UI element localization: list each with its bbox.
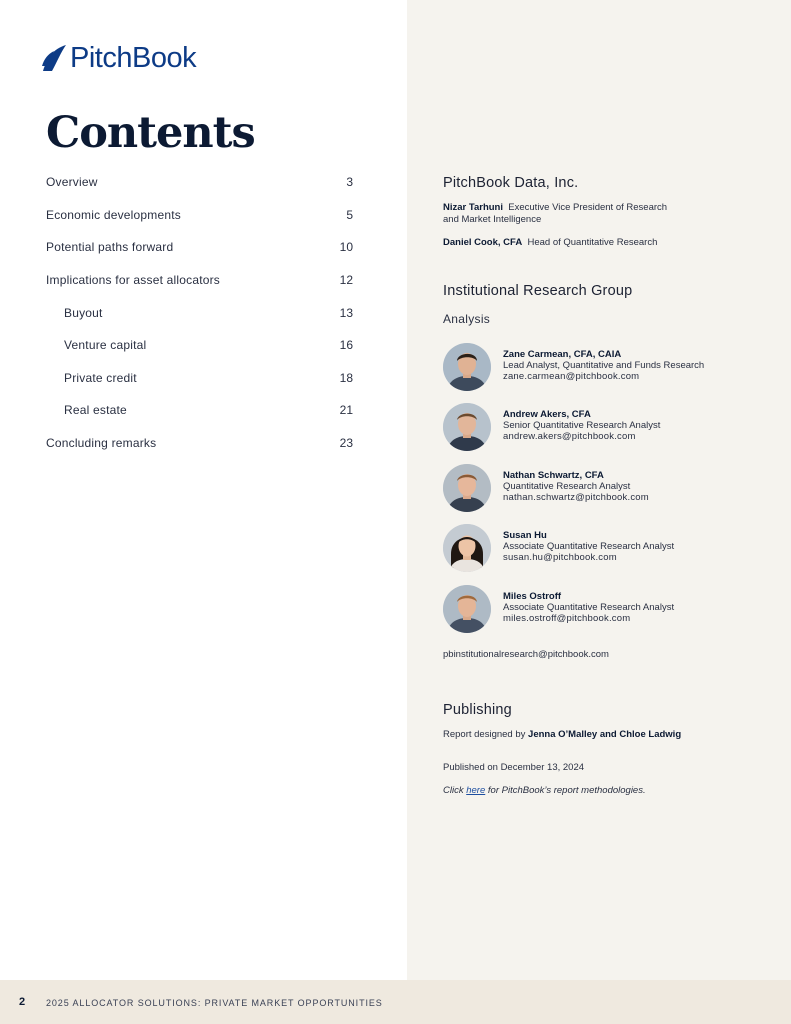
avatar	[443, 585, 491, 633]
toc-label: Concluding remarks	[46, 436, 157, 450]
analyst-email[interactable]: zane.carmean@pitchbook.com	[503, 371, 640, 382]
toc-label: Overview	[46, 175, 98, 189]
toc-label: Real estate	[64, 403, 127, 417]
avatar	[443, 343, 491, 391]
analyst-email[interactable]: miles.ostroff@pitchbook.com	[503, 613, 631, 624]
research-group-heading: Institutional Research Group	[443, 283, 633, 299]
analyst-card	[443, 524, 763, 574]
analyst-email[interactable]: nathan.schwartz@pitchbook.com	[503, 492, 649, 503]
avatar	[443, 403, 491, 451]
person-nizar	[443, 202, 693, 226]
toc-label: Private credit	[64, 371, 137, 385]
toc-page: 3	[346, 175, 353, 189]
analyst-email[interactable]: susan.hu@pitchbook.com	[503, 552, 617, 563]
toc-label: Implications for asset allocators	[46, 273, 221, 287]
designed-by-prefix: Report designed by	[443, 729, 526, 740]
pitchbook-logo[interactable]	[41, 42, 196, 74]
toc-label: Venture capital	[64, 338, 147, 352]
toc-page: 16	[339, 338, 353, 352]
toc-item-concluding-remarks[interactable]	[46, 436, 358, 452]
toc-page: 18	[339, 371, 353, 385]
person-name: Nizar Tarhuni	[443, 202, 503, 213]
analyst-name: Zane Carmean, CFA, CAIA	[503, 349, 622, 360]
analyst-email[interactable]: andrew.akers@pitchbook.com	[503, 431, 636, 442]
analyst-role: Lead Analyst, Quantitative and Funds Research	[503, 360, 705, 371]
pitchbook-leaf-icon	[41, 44, 67, 72]
click-suffix: for PitchBook’s report methodologies.	[487, 785, 646, 796]
analyst-role: Senior Quantitative Research Analyst	[503, 420, 661, 431]
toc-page: 13	[339, 306, 353, 320]
publishing-heading: Publishing	[443, 702, 512, 718]
person-name: Daniel Cook, CFA	[443, 237, 523, 248]
analysis-subheading: Analysis	[443, 312, 491, 326]
logo-wordmark: PitchBook	[70, 42, 197, 74]
click-prefix: Click	[443, 785, 464, 796]
toc-item-potential-paths-forward[interactable]	[46, 240, 358, 256]
toc-item-implications[interactable]	[46, 273, 358, 289]
toc-item-overview[interactable]	[46, 175, 358, 191]
toc-page: 12	[339, 273, 353, 287]
toc-page: 5	[346, 208, 353, 222]
toc-page: 10	[339, 240, 353, 254]
person-title-cont: and Market Intelligence	[443, 214, 542, 225]
avatar	[443, 524, 491, 572]
toc-item-real-estate[interactable]	[64, 403, 358, 419]
avatar	[443, 464, 491, 512]
analyst-card	[443, 464, 763, 514]
methodology-note	[443, 785, 646, 796]
analyst-name: Nathan Schwartz, CFA	[503, 470, 604, 481]
toc-label: Potential paths forward	[46, 240, 174, 254]
footer-report-title: 2025 ALLOCATOR SOLUTIONS: PRIVATE MARKET OPPORTUNITIES	[46, 998, 383, 1008]
toc-label: Economic developments	[46, 208, 181, 222]
company-heading: PitchBook Data, Inc.	[443, 175, 579, 191]
toc-page: 21	[339, 403, 353, 417]
analyst-role: Quantitative Research Analyst	[503, 481, 631, 492]
analyst-card	[443, 585, 763, 635]
analyst-name: Miles Ostroff	[503, 591, 562, 602]
analyst-role: Associate Quantitative Research Analyst	[503, 602, 675, 613]
designer-names: Jenna O’Malley and Chloe Ladwig	[528, 729, 682, 740]
toc-item-private-credit[interactable]	[64, 371, 358, 387]
group-email[interactable]: pbinstitutionalresearch@pitchbook.com	[443, 649, 609, 660]
contents-title: Contents	[46, 108, 255, 158]
designed-by	[443, 729, 681, 740]
person-daniel	[443, 237, 693, 249]
methodology-link[interactable]: here	[466, 785, 486, 796]
toc-item-venture-capital[interactable]	[64, 338, 358, 354]
published-date: Published on December 13, 2024	[443, 762, 585, 773]
analyst-card	[443, 403, 763, 453]
page-number: 2	[19, 996, 26, 1008]
person-title: Head of Quantitative Research	[527, 237, 658, 248]
analyst-name: Andrew Akers, CFA	[503, 409, 591, 420]
person-title: Executive Vice President of Research	[508, 202, 668, 213]
toc-label: Buyout	[64, 306, 103, 320]
analyst-name: Susan Hu	[503, 530, 547, 541]
toc-item-economic-developments[interactable]	[46, 208, 358, 224]
analyst-card	[443, 343, 763, 393]
toc-item-buyout[interactable]	[64, 306, 358, 322]
analyst-role: Associate Quantitative Research Analyst	[503, 541, 675, 552]
toc-page: 23	[339, 436, 353, 450]
